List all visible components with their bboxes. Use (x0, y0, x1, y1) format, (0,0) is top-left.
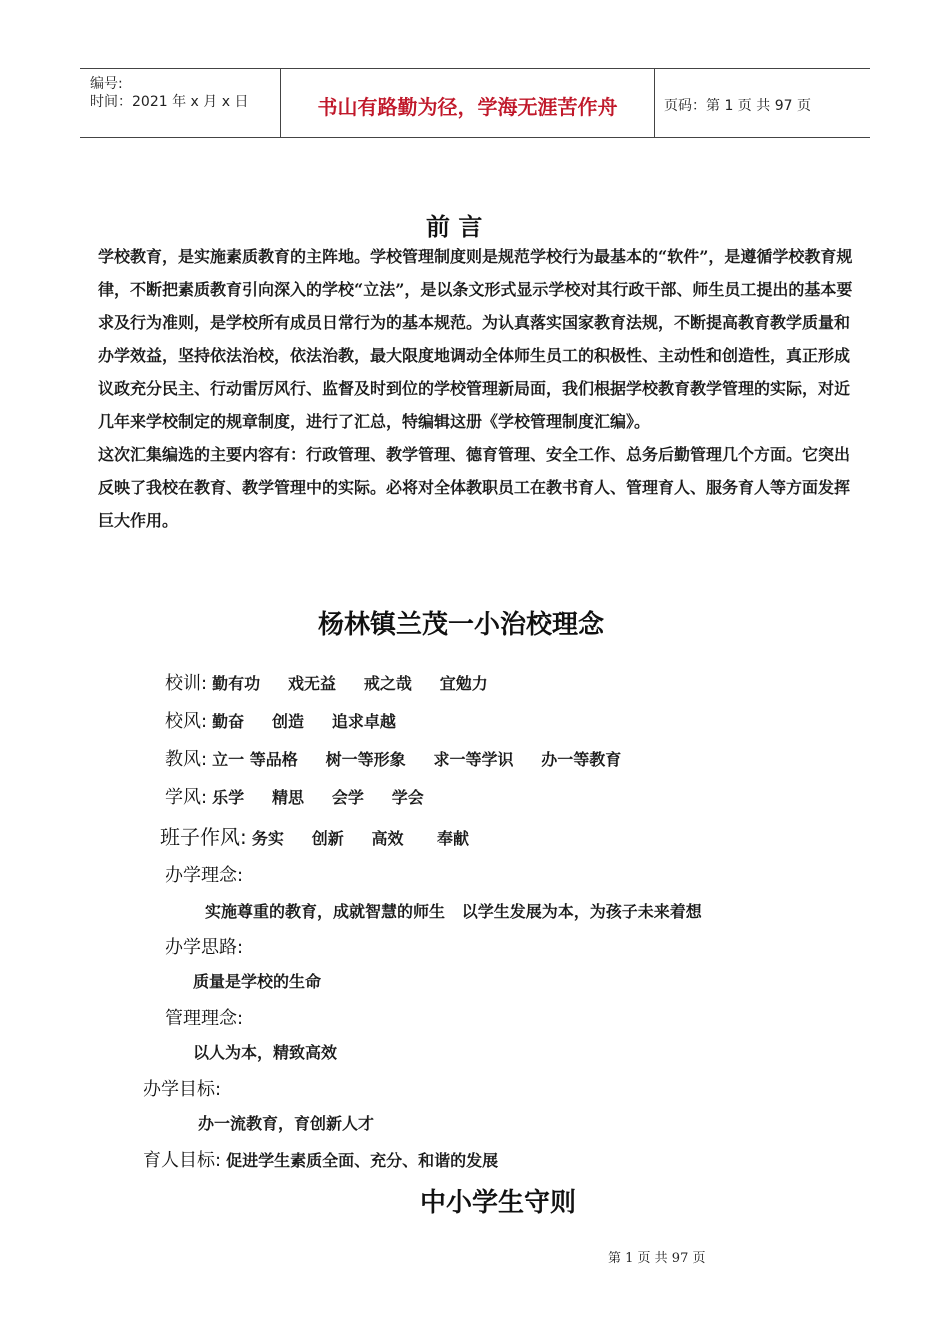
document-code-label: 编号: (90, 76, 123, 92)
education-goal-value: 促进学生素质全面、充分、和谐的发展 (226, 1151, 499, 1170)
student-code-title: 中小学生守则 (420, 1188, 577, 1218)
school-philosophy-value: 实施尊重的教育，成就智慧的师生 以学生发展为本，为孩子未来着想 (205, 902, 702, 921)
leadership-style-row (160, 821, 469, 850)
header-motto: 书山有路勤为径，学海无涯苦作舟 (317, 95, 618, 119)
school-approach-value: 质量是学校的生命 (193, 972, 322, 991)
education-goal-row (143, 1146, 498, 1172)
philosophy-title: 杨林镇兰茂一小治校理念 (318, 610, 605, 640)
preface-paragraph: 学校教育，是实施素质教育的主阵地。学校管理制度则是规范学校行为最基本的“软件”，是遵循学校教育规律，不断把素质教育引向深入的学校“立法”，是以条文形式显示学校对其行政干部、师生员工提出的基本要求及行为准则，是学校所有成员日常行为的基本规范。为认真落实国家教育法规，不断提高教育教学质量和办学效益，坚持依法治校，依法治教，最大限度地调动全体师生员工的积极性、主动性和创造性，真正形成议政充分民主、行动雷厉风行、监督及时到位的学校管理新局面，我们根据学校教育教学管理的实际，对近几年来学校制定的规章制度，进行了汇总，特编辑这册《学校管理制度汇编》。 (98, 247, 853, 431)
page-footer: 第 1 页 共 97 页 (608, 1251, 706, 1266)
study-style-value: 乐学 精思 会学 学会 (212, 788, 424, 807)
motto-label: 校训: (165, 673, 208, 694)
school-philosophy-label: 办学理念: (165, 865, 244, 886)
preface-title: 前 言 (426, 212, 483, 241)
leadership-style-value: 务实 创新 高效 奉献 (251, 829, 469, 848)
motto-row (165, 669, 488, 695)
teaching-style-value: 立一 等品格 树一等形象 求一等学识 办一等教育 (212, 750, 622, 769)
document-time: 时间：2021 年 x 月 x 日 (90, 94, 249, 110)
teaching-style-label: 教风: (165, 749, 208, 770)
management-philosophy-value: 以人为本，精致高效 (193, 1043, 338, 1062)
school-spirit-label: 校风: (165, 711, 208, 732)
preface-body (98, 240, 858, 537)
preface-paragraph: 这次汇集编选的主要内容有：行政管理、教学管理、德育管理、安全工作、总务后勤管理几个方面。它突出反映了我校在教育、教学管理中的实际。必将对全体教职员工在教书育人、管理育人、服务育人等方面发挥巨大作用。 (98, 445, 851, 530)
page-header (80, 68, 870, 138)
education-goal-label: 育人目标: (143, 1150, 222, 1171)
study-style-row (165, 783, 424, 809)
header-page-info: 页码：第 1 页 共 97 页 (664, 98, 811, 114)
leadership-style-label: 班子作风: (160, 825, 247, 849)
header-divider (654, 69, 655, 137)
motto-value: 勤有功 戏无益 戒之哉 宜勉力 (212, 674, 488, 693)
management-philosophy-label: 管理理念: (165, 1008, 244, 1029)
school-goal-label: 办学目标: (143, 1079, 222, 1100)
header-divider (280, 69, 281, 137)
school-approach-label: 办学思路: (165, 937, 244, 958)
school-spirit-row (165, 707, 396, 733)
teaching-style-row (165, 745, 621, 771)
study-style-label: 学风: (165, 787, 208, 808)
school-goal-value: 办一流教育，育创新人才 (198, 1114, 375, 1133)
school-spirit-value: 勤奋 创造 追求卓越 (212, 712, 396, 731)
